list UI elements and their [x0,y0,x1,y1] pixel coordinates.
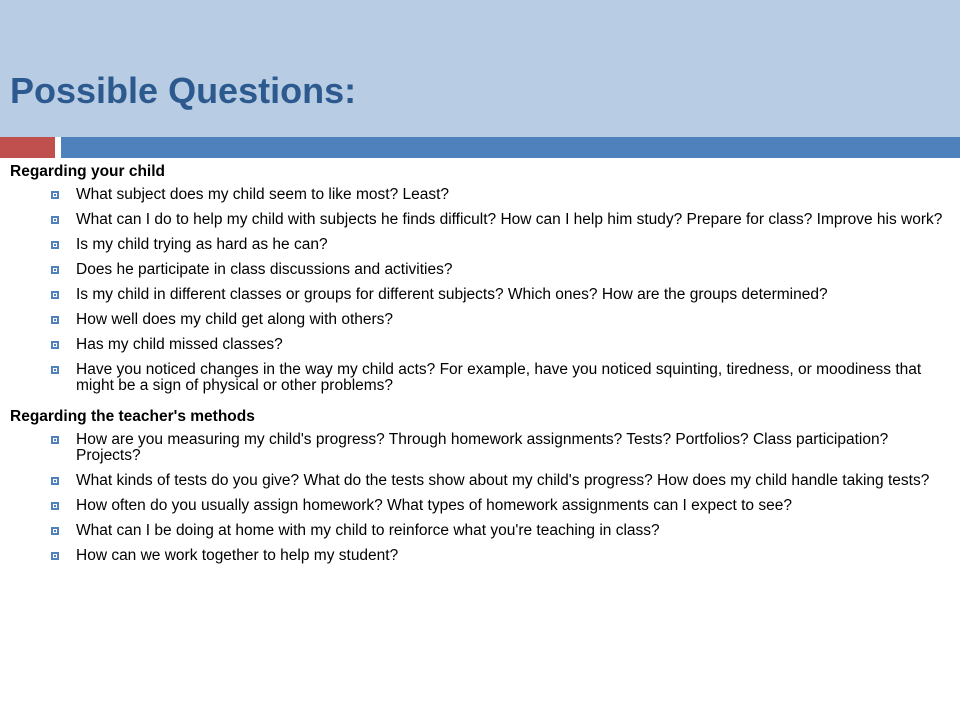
slide-title: Possible Questions: [10,70,357,111]
list-item-text: Does he participate in class discussions and activities? [76,261,453,278]
list-item [10,212,950,228]
slide-content [10,163,950,573]
list-item-text: Is my child trying as hard as he can? [76,236,328,253]
list-item-text: What can I be doing at home with my child to reinforce what you're teaching in class? [76,522,660,539]
list-item [10,312,950,328]
list-item-text: What subject does my child seem to like most? Least? [76,186,450,203]
hollow-square-bullet-icon [51,436,59,444]
section-heading-teacher-methods: Regarding the teacher's methods [10,408,255,425]
hollow-square-bullet-icon [51,191,59,199]
list-item [10,548,950,564]
list-item [10,498,950,514]
list-item [10,362,950,394]
hollow-square-bullet-icon [51,341,59,349]
hollow-square-bullet-icon [51,477,59,485]
hollow-square-bullet-icon [51,527,59,535]
list-item [10,287,950,303]
title-band [0,0,960,137]
list-item [10,337,950,353]
hollow-square-bullet-icon [51,216,59,224]
hollow-square-bullet-icon [51,316,59,324]
hollow-square-bullet-icon [51,366,59,374]
list-item-text: What can I do to help my child with subjects he finds difficult? How can I help him study? Prepare for class? Improve his work? [76,211,943,228]
accent-bar-blue [61,137,960,158]
list-item [10,523,950,539]
hollow-square-bullet-icon [51,502,59,510]
list-item-text: What kinds of tests do you give? What do the tests show about my child's progress? How does my child handle taking tests? [76,472,930,489]
list-item-text: Have you noticed changes in the way my child acts? For example, have you noticed squinting, tiredness, or moodiness that might be a sign of physical or other problems? [76,361,922,394]
list-item-text: How can we work together to help my student? [76,547,399,564]
list-item [10,237,950,253]
accent-bar-red [0,137,55,158]
hollow-square-bullet-icon [51,266,59,274]
list-item-text: How are you measuring my child's progress? Through homework assignments? Tests? Portfolios? Class participation? Projects? [76,431,889,464]
list-item [10,262,950,278]
list-item [10,473,950,489]
list-item-text: Is my child in different classes or groups for different subjects? Which ones? How are the groups determined? [76,286,828,303]
hollow-square-bullet-icon [51,241,59,249]
list-item [10,187,950,203]
list-item-text: How often do you usually assign homework? What types of homework assignments can I expect to see? [76,497,792,514]
hollow-square-bullet-icon [51,291,59,299]
question-list-your-child [10,187,950,394]
section-heading-your-child: Regarding your child [10,163,166,180]
question-list-teacher-methods [10,432,950,564]
list-item [10,432,950,464]
hollow-square-bullet-icon [51,552,59,560]
list-item-text: How well does my child get along with others? [76,311,394,328]
list-item-text: Has my child missed classes? [76,336,283,353]
